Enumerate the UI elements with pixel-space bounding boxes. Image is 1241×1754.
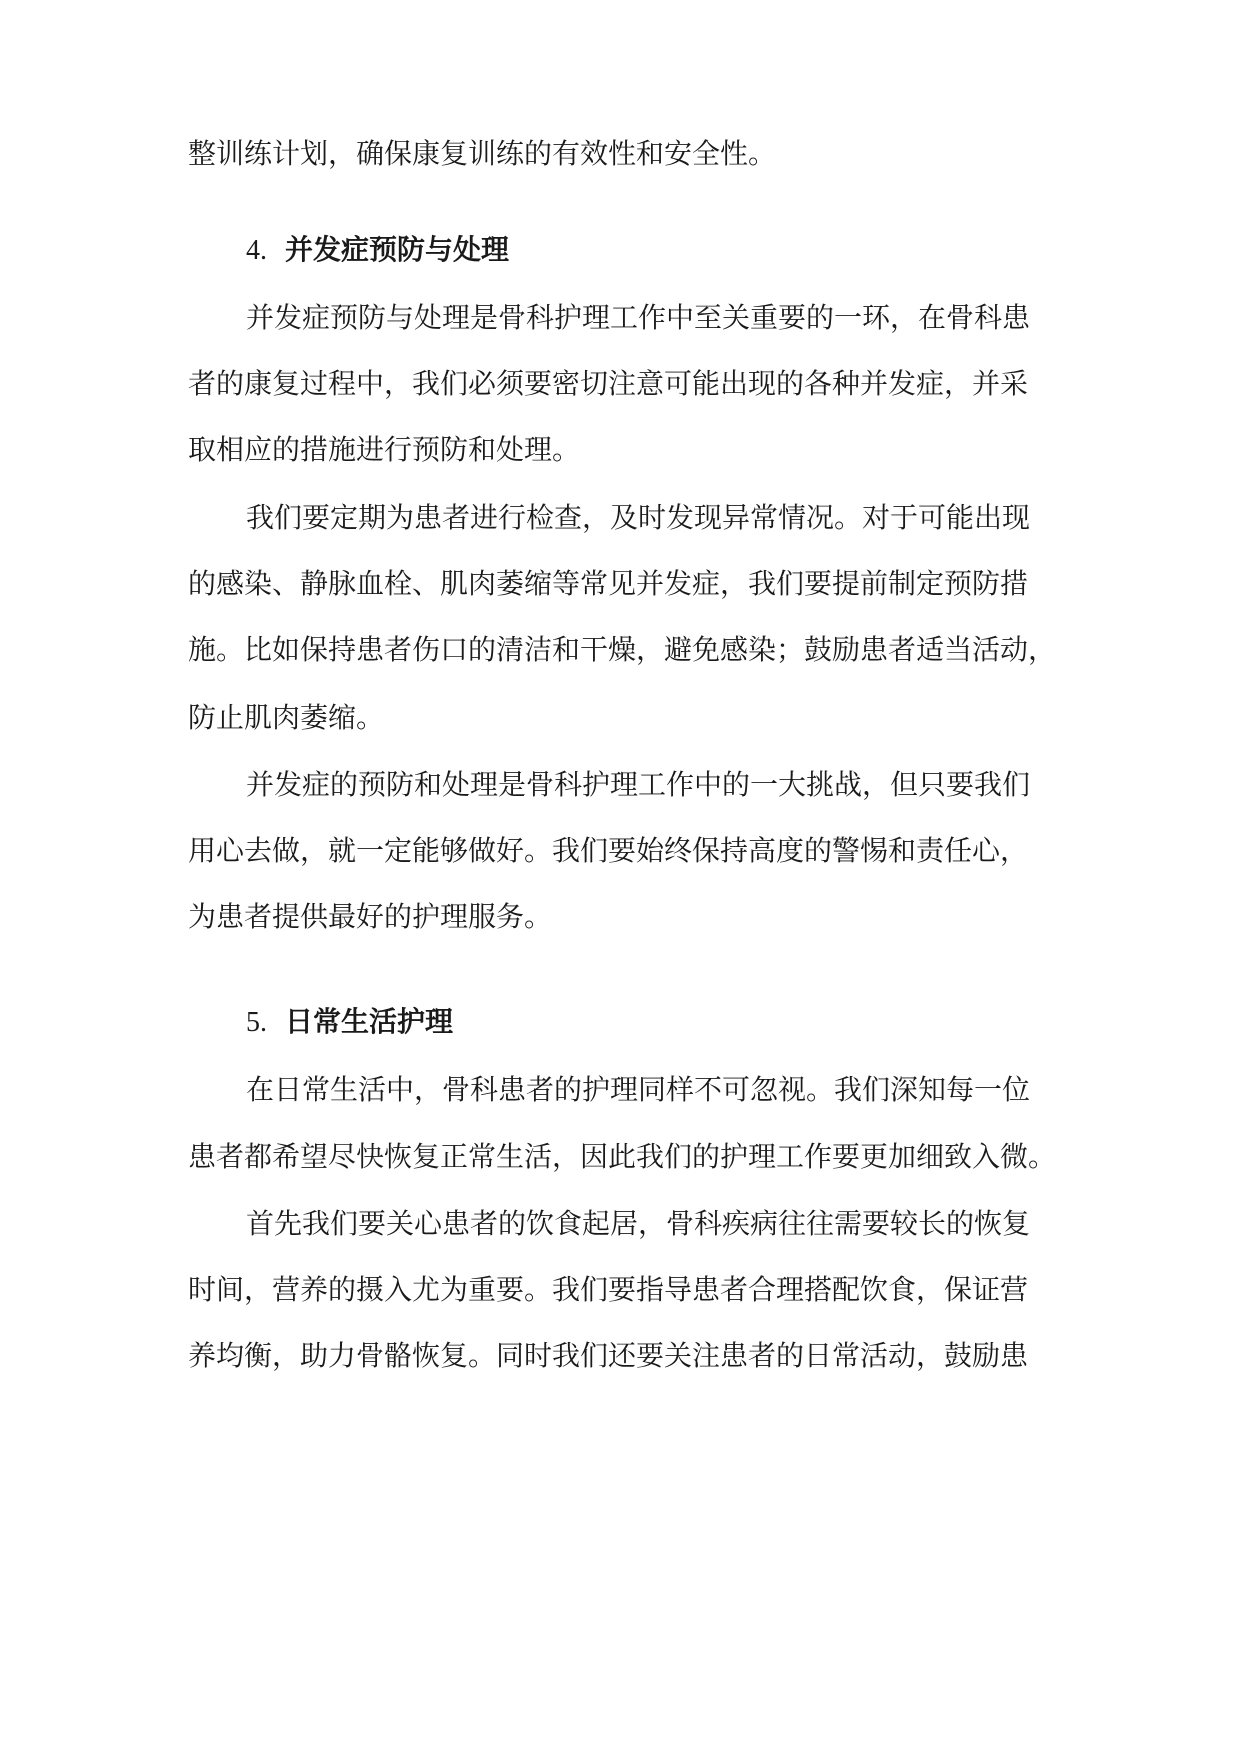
paragraph-line: 首先我们要关心患者的饮食起居，骨科疾病往往需要较长的恢复	[246, 1207, 1031, 1240]
paragraph-line: 的感染、静脉血栓、肌肉萎缩等常见并发症，我们要提前制定预防措	[188, 567, 1029, 600]
section-heading	[246, 1002, 453, 1043]
paragraph-line: 整训练计划，确保康复训练的有效性和安全性。	[188, 137, 777, 170]
paragraph-line: 为患者提供最好的护理服务。	[188, 900, 553, 933]
paragraph-line: 施。比如保持患者伤口的清洁和干燥，避免感染；鼓励患者适当活动，	[188, 633, 1057, 666]
paragraph-line: 患者都希望尽快恢复正常生活，因此我们的护理工作要更加细致入微。	[188, 1140, 1057, 1173]
paragraph-line: 防止肌肉萎缩。	[188, 701, 385, 734]
paragraph-line: 并发症的预防和处理是骨科护理工作中的一大挑战，但只要我们	[246, 768, 1031, 801]
paragraph-line: 用心去做，就一定能够做好。我们要始终保持高度的警惕和责任心，	[188, 834, 1029, 867]
section-number: 5.	[246, 1007, 267, 1038]
paragraph-line: 时间，营养的摄入尤为重要。我们要指导患者合理搭配饮食，保证营	[188, 1273, 1029, 1306]
paragraph-line: 在日常生活中，骨科患者的护理同样不可忽视。我们深知每一位	[246, 1073, 1031, 1106]
paragraph-line: 者的康复过程中，我们必须要密切注意可能出现的各种并发症，并采	[188, 367, 1029, 400]
section-title: 并发症预防与处理	[285, 233, 510, 266]
section-title: 日常生活护理	[285, 1005, 454, 1038]
section-number: 4.	[246, 235, 267, 266]
paragraph-line: 取相应的措施进行预防和处理。	[188, 433, 581, 466]
paragraph-line: 我们要定期为患者进行检查，及时发现异常情况。对于可能出现	[246, 501, 1031, 534]
paragraph-line: 养均衡，助力骨骼恢复。同时我们还要关注患者的日常活动，鼓励患	[188, 1339, 1029, 1372]
section-heading	[246, 230, 509, 271]
paragraph-line: 并发症预防与处理是骨科护理工作中至关重要的一环，在骨科患	[246, 301, 1031, 334]
